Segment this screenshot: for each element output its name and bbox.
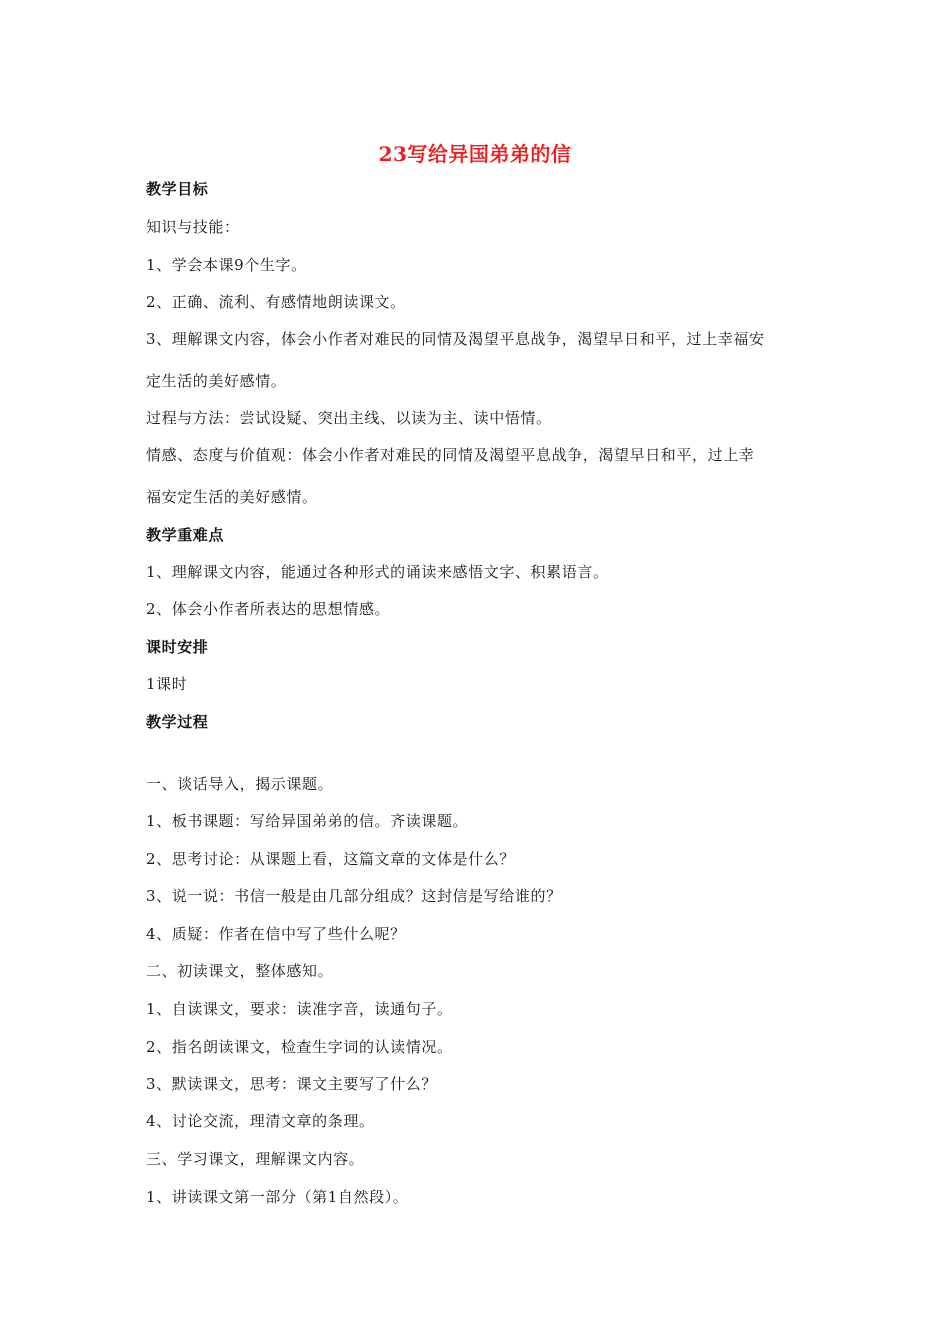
- text-line: 定生活的美好感情。: [146, 372, 287, 390]
- text-line: 1、自读课文，要求：读准字音，读通句子。: [146, 1000, 453, 1018]
- section-heading: 教学过程: [146, 713, 209, 731]
- text-line: 3、说一说：书信一般是由几部分组成？这封信是写给谁的？: [146, 887, 562, 905]
- section-heading: 教学重难点: [146, 526, 225, 544]
- text-line: 二、初读课文，整体感知。: [146, 962, 334, 980]
- text-line: 1、板书课题：写给异国弟弟的信。齐读课题。: [146, 812, 469, 830]
- text-line: 知识与技能：: [146, 218, 240, 236]
- text-line: 2、体会小作者所表达的思想情感。: [146, 600, 391, 618]
- section-heading: 课时安排: [146, 638, 209, 656]
- text-line: 3、理解课文内容，体会小作者对难民的同情及渴望平息战争，渴望早日和平，过上幸福安: [146, 330, 765, 348]
- document-title: 23写给异国弟弟的信: [378, 142, 572, 166]
- text-line: 3、默读课文，思考：课文主要写了什么？: [146, 1075, 437, 1093]
- section-heading: 教学目标: [146, 180, 209, 198]
- text-line: 过程与方法：尝试设疑、突出主线、以读为主、读中悟情。: [146, 409, 552, 427]
- text-line: 一、谈话导入，揭示课题。: [146, 775, 334, 793]
- text-line: 三、学习课文，理解课文内容。: [146, 1150, 365, 1168]
- text-line: 2、思考讨论：从课题上看，这篇文章的文体是什么？: [146, 850, 515, 868]
- text-line: 2、正确、流利、有感情地朗读课文。: [146, 293, 406, 311]
- text-line: 4、质疑：作者在信中写了些什么呢？: [146, 925, 406, 943]
- text-line: 1、讲读课文第一部分（第1自然段）。: [146, 1188, 409, 1206]
- text-line: 1课时: [146, 675, 188, 693]
- text-line: 4、讨论交流，理清文章的条理。: [146, 1112, 375, 1130]
- text-line: 情感、态度与价值观：体会小作者对难民的同情及渴望平息战争，渴望早日和平，过上幸: [146, 446, 755, 464]
- text-line: 1、学会本课9个生字。: [146, 256, 307, 274]
- text-line: 2、指名朗读课文，检查生字词的认读情况。: [146, 1038, 453, 1056]
- text-line: 福安定生活的美好感情。: [146, 488, 318, 506]
- text-line: 1、理解课文内容，能通过各种形式的诵读来感悟文字、积累语言。: [146, 563, 609, 581]
